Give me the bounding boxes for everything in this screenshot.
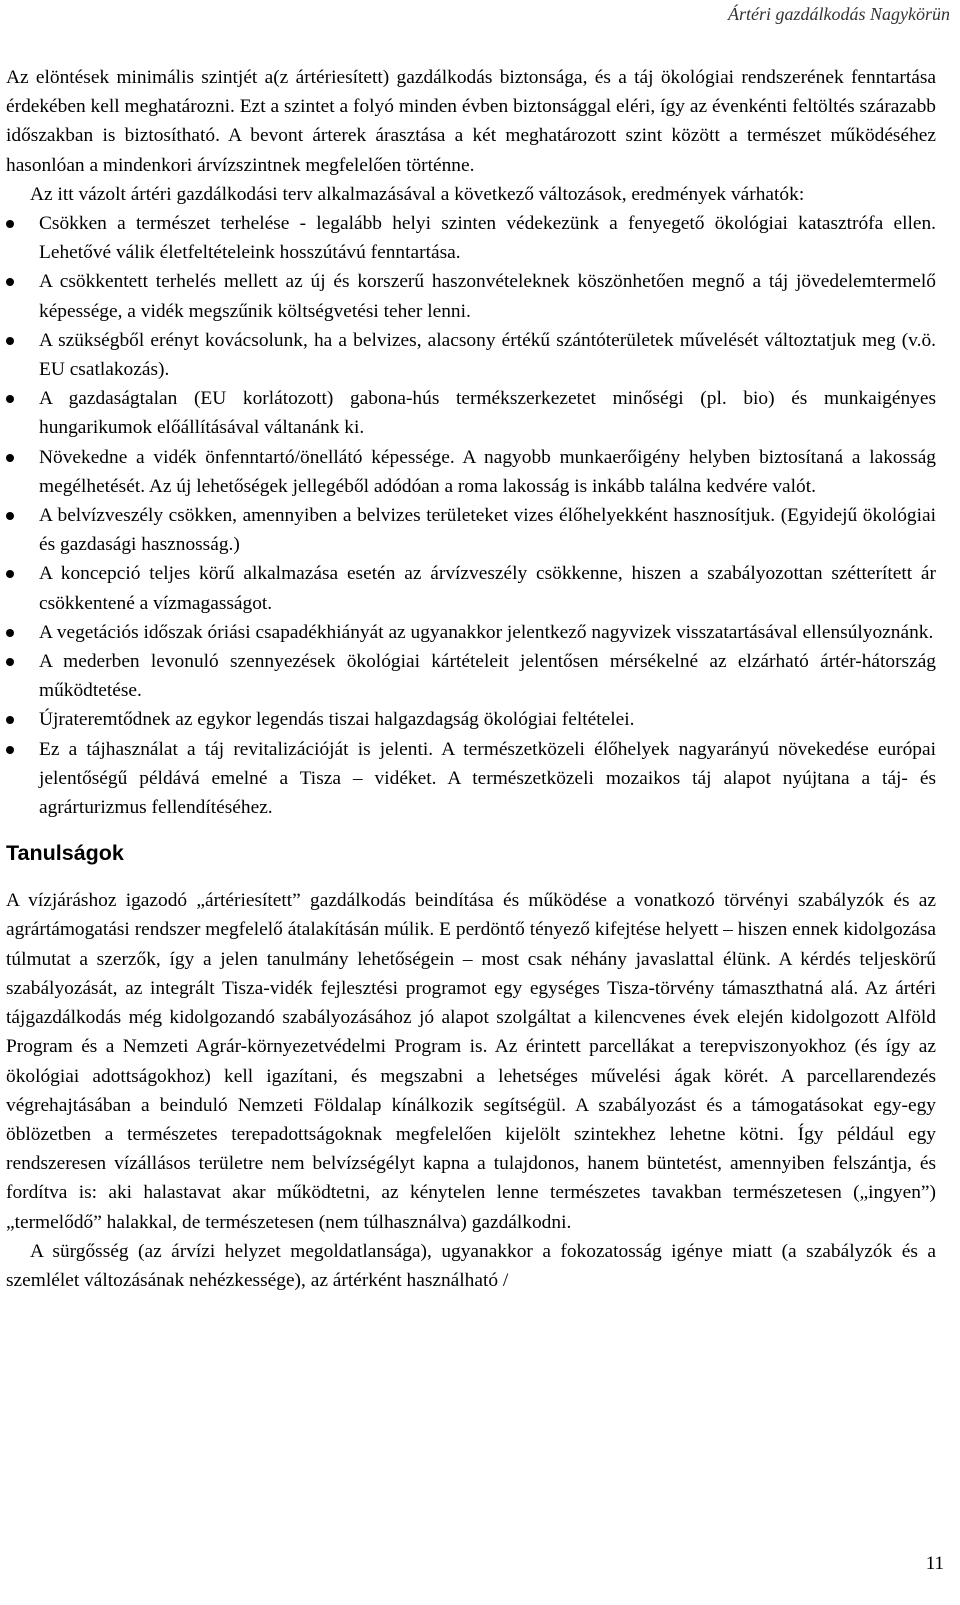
- list-item: [6, 705, 936, 734]
- list-item: [6, 384, 936, 442]
- list-item: [6, 267, 936, 325]
- list-item: [6, 209, 936, 267]
- paragraph-expected-results: Az itt vázolt ártéri gazdálkodási terv alkalmazásával a következő változások, eredmények várhatók:: [30, 183, 805, 205]
- running-header: Ártéri gazdálkodás Nagykörün: [728, 4, 950, 24]
- bullet-icon: [6, 570, 14, 578]
- bullet-icon: [6, 220, 14, 228]
- list-item-text: Ez a tájhasználat a táj revitalizációját is jelenti. A természetközeli élőhelyek nagyarányú növekedése európai jelentőségű példává emelné a Tisza – vidéket. A természetközeli mozaikos táj alapot nyújtana a táj- és agrárturizmus fellendítéséhez.: [39, 738, 936, 819]
- list-item-text: Növekedne a vidék önfenntartó/önellátó képessége. A nagyobb munkaerőigény helyben biztosítaná a lakosság megélhetését. Az új lehetőségek jellegéből adódóan a roma lakosság is inkább találna kedvére valót.: [39, 446, 936, 497]
- bullet-icon: [6, 454, 14, 462]
- list-item: [6, 443, 936, 501]
- list-item: [6, 735, 936, 823]
- bullet-icon: [6, 629, 14, 637]
- bullet-icon: [6, 337, 14, 345]
- page-number: 11: [925, 1553, 944, 1574]
- bullet-icon: [6, 395, 14, 403]
- bullet-icon: [6, 658, 14, 666]
- list-item: [6, 618, 936, 647]
- list-item-text: Csökken a természet terhelése - legalább helyi szinten védekezünk a fenyegető ökológiai katasztrófa ellen. Lehetővé válik életfeltételeink hosszútávú fenntartása.: [39, 213, 936, 264]
- list-item-text: A vegetációs időszak óriási csapadékhiányát az ugyanakkor jelentkező nagyvizek visszatartásával ellensúlyoznánk.: [39, 621, 934, 643]
- list-item-text: A csökkentett terhelés mellett az új és korszerű haszonvételeknek köszönhetően megnő a táj jövedelemtermelő képessége, a vidék megszűnik költségvetési teher lenni.: [39, 271, 936, 322]
- list-item: [6, 501, 936, 559]
- list-item: [6, 326, 936, 384]
- bullet-icon: [6, 278, 14, 286]
- document-body: [6, 63, 936, 1295]
- list-item: [6, 647, 936, 705]
- paragraph-intro: Az elöntések minimális szintjét a(z ártériesített) gazdálkodás biztonsága, és a táj ökológiai rendszerének fenntartása érdekében kell meghatározni. Ezt a szintet a folyó minden évben biztonsággal eléri, így az évenkénti feltöltés szárazabb időszakban is biztosítható. A bevont árterek árasztása a két meghatározott szint között a természet működéséhez hasonlóan a mindenkori árvízszintnek megfelelően történne.: [6, 67, 936, 176]
- bullet-icon: [6, 746, 14, 754]
- list-item-text: A koncepció teljes körű alkalmazása esetén az árvízveszély csökkenne, hiszen a szabályozottan szétterített ár csökkentené a vízmagasságot.: [39, 563, 936, 614]
- paragraph-urgency: A sürgősség (az árvízi helyzet megoldatlansága), ugyanakkor a fokozatosság igénye miatt (a szabályzók és a szemlélet változásának nehézkessége), az ártérként használható /: [6, 1240, 936, 1291]
- list-item: [6, 559, 936, 617]
- bullet-icon: [6, 512, 14, 520]
- bullet-icon: [6, 716, 14, 724]
- list-item-text: A belvízveszély csökken, amennyiben a belvizes területeket vizes élőhelyekként hasznosítjuk. (Egyidejű ökológiai és gazdasági hasznosság.): [39, 505, 936, 556]
- list-item-text: A szükségből erényt kovácsolunk, ha a belvizes, alacsony értékű szántóterületek művelését változtatjuk meg (v.ö. EU csatlakozás).: [39, 329, 936, 381]
- list-item-text: Újrateremtődnek az egykor legendás tiszai halgazdagság ökológiai feltételei.: [39, 709, 635, 731]
- bullet-list: [6, 209, 936, 822]
- list-item-text: A mederben levonuló szennyezések ökológiai kártételeit jelentősen mérsékelné az elzárható ártér-hátország működtetése.: [39, 651, 936, 702]
- paragraph-lessons: A vízjáráshoz igazodó „ártériesített” gazdálkodás beindítása és működése a vonatkozó törvényi szabályzók és az agrártámogatási rendszer megfelelő átalakításán múlik. E perdöntő tényező kifejtése helyett – hiszen ennek kidolgozása túlmutat a szerzők, így a jelen tanulmány lehetőségein – most csak néhány javaslattal élünk. A kérdés teljeskörű szabályozását, az integrált Tisza-vidék fejlesztési programot egy egységes Tisza-törvény támaszthatná alá. Az ártéri tájgazdálkodás még kidolgozandó szabályozásához jó alapot szolgáltat a kilencvenes évek elején kidolgozott Alföld Program és a Nemzeti Agrár-környezetvédelmi Program is. Az érintett parcellákat a terepviszonyokhoz (és így az ökológiai adottságokhoz) kell igazítani, és megszabni a lehetséges művelési ágak körét. A parcellarendezés végrehajtásában a beinduló Nemzeti Földalap kínálkozik segítségül. A szabályozást és a támogatásokat egy-egy öblözetben a természetes terepadottságoknak megfelelően kijelölt szintekhez lehetne kötni. Így például egy rendszeresen vízállásos területre nem belvízségélyt kapna a tulajdonos, hanem büntetést, amennyiben felszántja, és fordítva is: aki halastavat akar működtetni, az kénytelen lenne természetes tavakban természetesen („ingyen”) „termelődő” halakkal, de természetesen (nem túlhasználva) gazdálkodni.: [6, 890, 936, 1233]
- section-heading: Tanulságok: [6, 841, 124, 866]
- list-item-text: A gazdaságtalan (EU korlátozott) gabona-hús termékszerkezetet minőségi (pl. bio) és munkaigényes hungarikumok előállításával váltanánk ki.: [39, 388, 936, 439]
